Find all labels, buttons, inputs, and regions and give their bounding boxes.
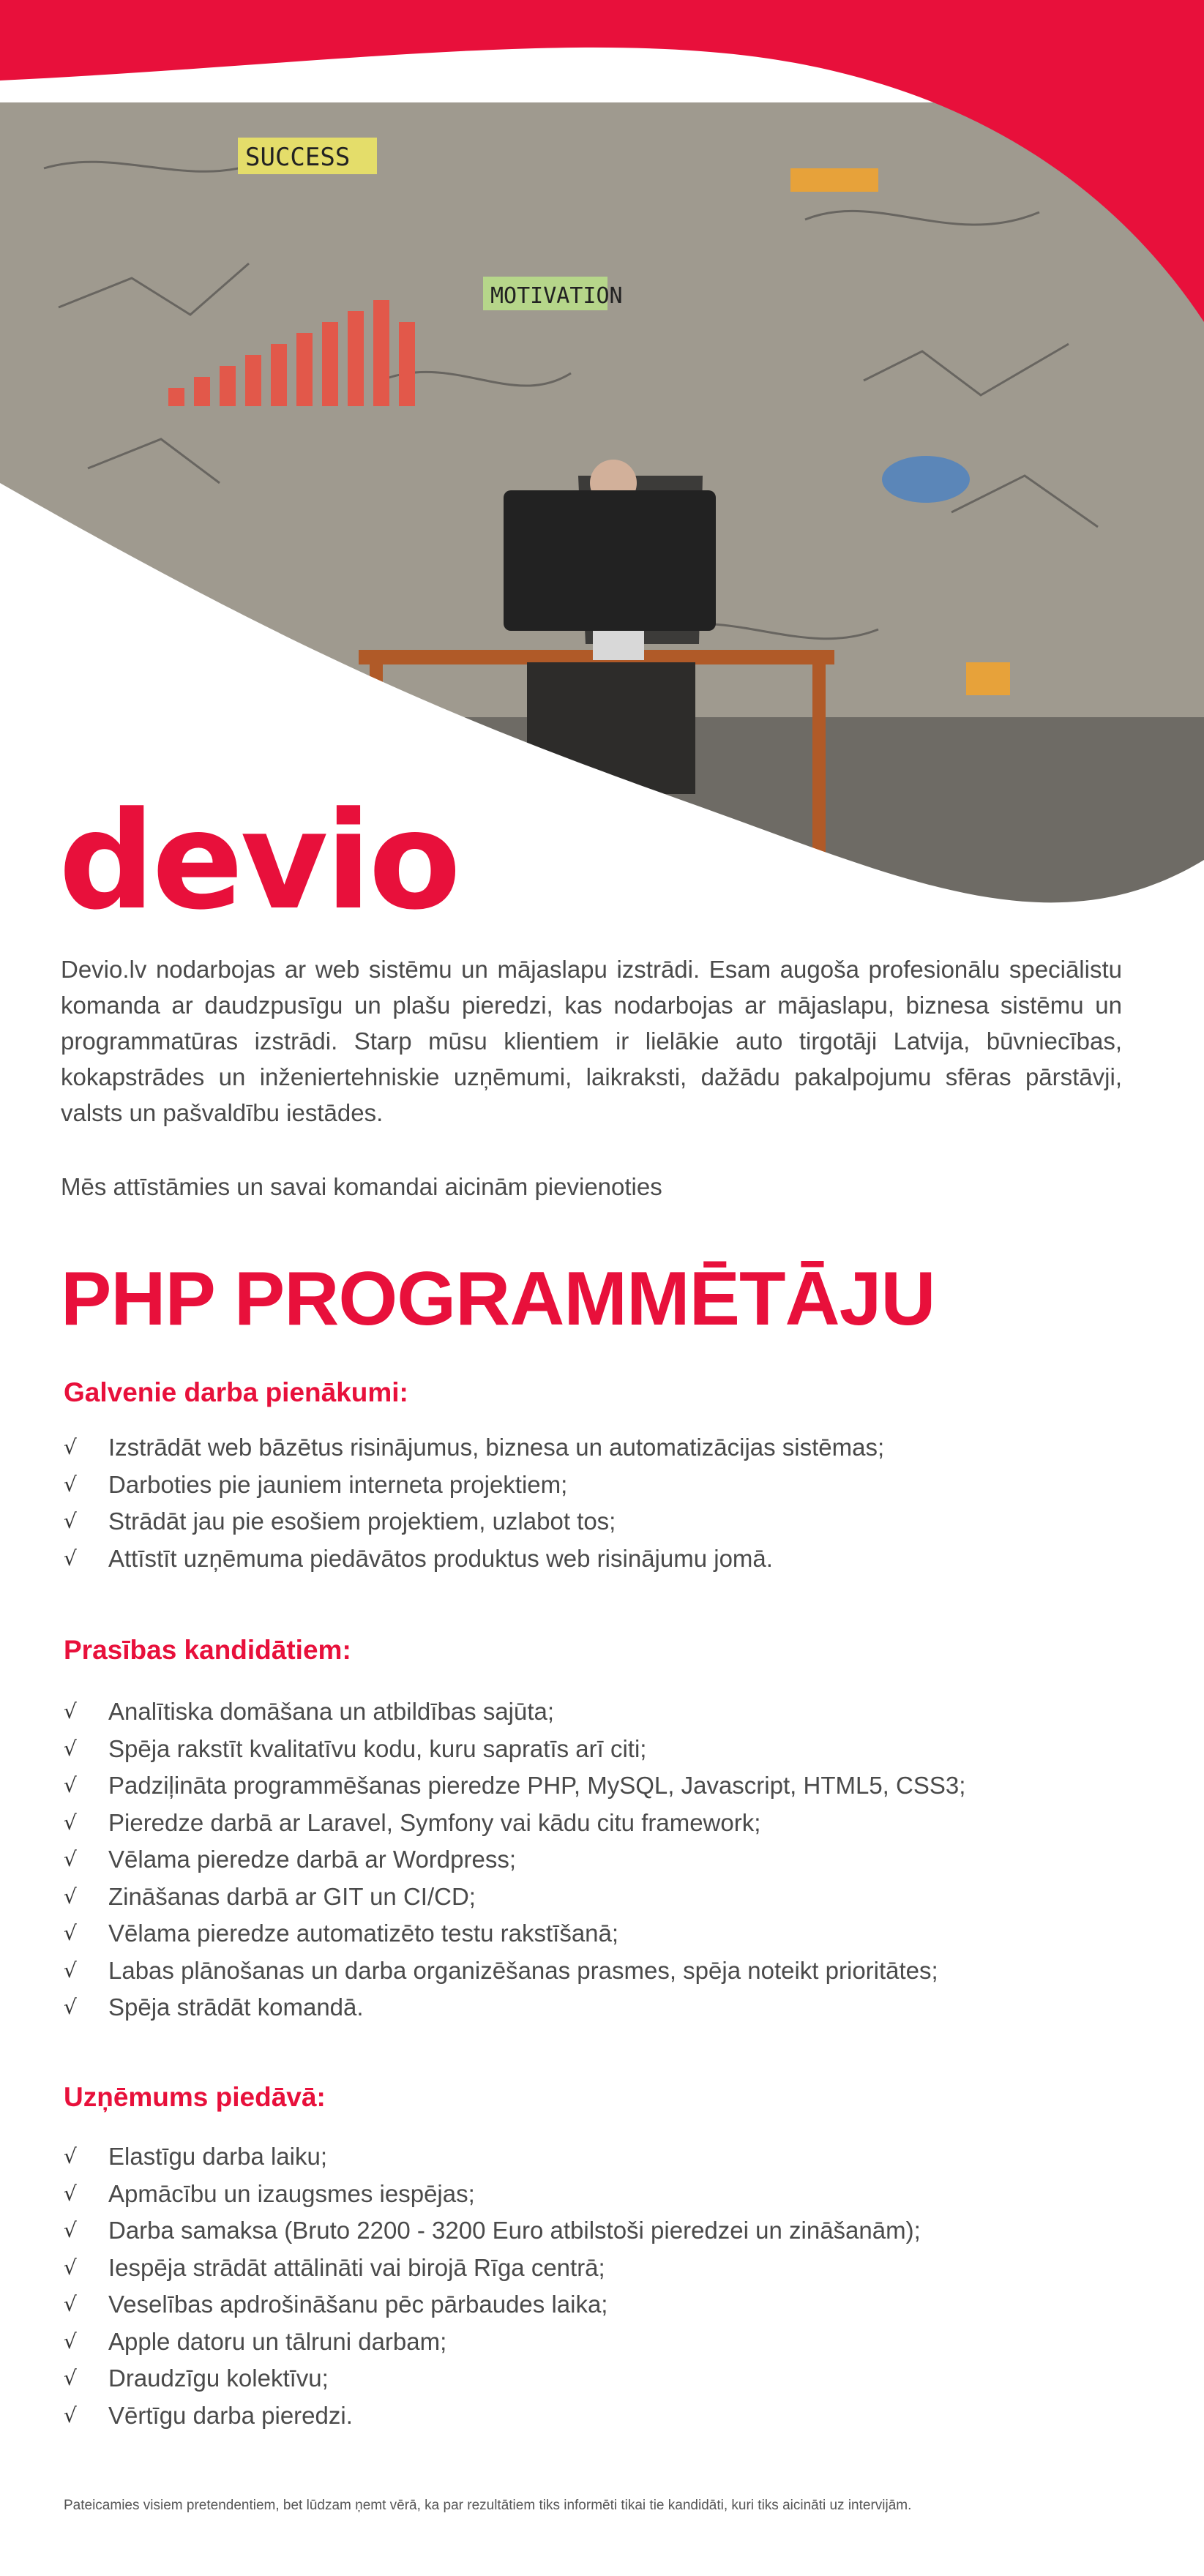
- list-item-text: Zināšanas darbā ar GIT un CI/CD;: [108, 1882, 476, 1910]
- list-item-text: Strādāt jau pie esošiem projektiem, uzlabot tos;: [108, 1508, 616, 1535]
- section-title-offer: Uzņēmums piedāvā:: [64, 2082, 326, 2112]
- list-item-text: Vēlama pieredze darbā ar Wordpress;: [108, 1846, 517, 1873]
- list-item-text: Analītiska domāšana un atbildības sajūta;: [108, 1698, 555, 1725]
- check-icon: √: [64, 1546, 77, 1570]
- check-icon: √: [64, 1995, 77, 2019]
- check-icon: √: [64, 2144, 77, 2168]
- list-item-text: Izstrādāt web bāzētus risinājumus, biznesa un automatizācijas sistēmas;: [108, 1434, 885, 1461]
- wall-word-motivation: MOTIVATION: [490, 283, 623, 309]
- check-icon: √: [64, 2403, 77, 2427]
- check-icon: √: [64, 2218, 77, 2242]
- list-item: [64, 1467, 884, 1504]
- list-item: [64, 2212, 921, 2250]
- devio-logo: devio: [59, 783, 458, 940]
- check-icon: √: [64, 2255, 77, 2280]
- section-title-requirements: Prasības kandidātiem:: [64, 1635, 351, 1665]
- check-icon: √: [64, 1847, 77, 1871]
- check-icon: √: [64, 1509, 77, 1533]
- list-item-text: Iespēja strādāt attālināti vai birojā Rīga centrā;: [108, 2253, 605, 2281]
- list-item: [64, 1767, 965, 1805]
- list-item: [64, 1879, 965, 1916]
- list-item-text: Draudzīgu kolektīvu;: [108, 2365, 329, 2392]
- list-item-text: Spēja rakstīt kvalitatīvu kodu, kuru sapratīs arī citi;: [108, 1734, 647, 1762]
- list-item: [64, 1915, 965, 1952]
- list-item: [64, 2176, 921, 2213]
- list-item-text: Apmācību un izaugsmes iespējas;: [108, 2179, 475, 2207]
- check-icon: √: [64, 1921, 77, 1945]
- check-icon: √: [64, 2329, 77, 2354]
- check-icon: √: [64, 1884, 77, 1909]
- list-item: [64, 1952, 965, 1990]
- list-item-text: Darboties pie jauniem interneta projektiem;: [108, 1470, 568, 1498]
- check-icon: √: [64, 2292, 77, 2316]
- list-item-text: Attīstīt uzņēmuma piedāvātos produktus web risinājumu jomā.: [108, 1544, 773, 1572]
- check-icon: √: [64, 1773, 77, 1797]
- check-icon: √: [64, 1435, 77, 1459]
- list-item: [64, 2286, 921, 2324]
- list-item: [64, 2360, 921, 2397]
- list-item-text: Padziļināta programmēšanas pieredze PHP, MySQL, Javascript, HTML5, CSS3;: [108, 1772, 966, 1799]
- offer-list: [64, 2138, 921, 2434]
- list-item: [64, 1841, 965, 1879]
- list-item-text: Veselības apdrošināšanu pēc pārbaudes laika;: [108, 2291, 608, 2318]
- check-icon: √: [64, 1699, 77, 1723]
- footer-note: Pateicamies visiem pretendentiem, bet lūdzam ņemt vērā, ka par rezultātiem tiks informēti tikai tie kandidāti, kuri tiks aicināti uz intervijām.: [64, 2498, 912, 2513]
- check-icon: √: [64, 1958, 77, 1982]
- intro-invite: Mēs attīstāmies un savai komandai aicinām pievienoties: [61, 1173, 662, 1200]
- list-item: [64, 1731, 965, 1768]
- list-item: [64, 1989, 965, 2026]
- list-item-text: Elastīgu darba laiku;: [108, 2143, 328, 2170]
- duties-list: [64, 1429, 884, 1577]
- list-item: [64, 2250, 921, 2287]
- check-icon: √: [64, 2181, 77, 2206]
- wall-word-success: SUCCESS: [245, 143, 351, 172]
- list-item: [64, 2324, 921, 2361]
- section-title-duties: Galvenie darba pienākumi:: [64, 1377, 408, 1407]
- list-item-text: Pieredze darbā ar Laravel, Symfony vai kādu citu framework;: [108, 1808, 761, 1836]
- list-item: [64, 1503, 884, 1540]
- job-title: PHP PROGRAMMĒTĀJU: [61, 1257, 935, 1341]
- list-item-text: Darba samaksa (Bruto 2200 - 3200 Euro atbilstoši pieredzei un zināšanām);: [108, 2217, 921, 2244]
- list-item-text: Vērtīgu darba pieredzi.: [108, 2401, 353, 2429]
- list-item-text: Spēja strādāt komandā.: [108, 1993, 364, 2021]
- list-item: [64, 1693, 965, 1731]
- list-item-text: Vēlama pieredze automatizēto testu rakstīšanā;: [108, 1920, 619, 1947]
- list-item-text: Labas plānošanas un darba organizēšanas prasmes, spēja noteikt prioritātes;: [108, 1956, 938, 1984]
- check-icon: √: [64, 1736, 77, 1761]
- list-item: [64, 2138, 921, 2176]
- intro-paragraph: Devio.lv nodarbojas ar web sistēmu un mājaslapu izstrādi. Esam augoša profesionālu speciālistu komanda ar daudzpusīgu un plašu pieredzi, kas nodarbojas ar mājaslapu, biznesa sistēmu un programmatūras izstrādi. Starp mūsu klientiem ir lielākie auto tirgotāji Latvija, būvniecības, kokapstrādes un inženiertehniskie uzņēmumi, laikraksti, dažādu pakalpojumu sfēras pārstāvji, valsts un pašvaldību iestādes.: [61, 956, 1122, 1126]
- list-item: [64, 1540, 884, 1578]
- list-item: [64, 1429, 884, 1467]
- list-item: [64, 1805, 965, 1842]
- check-icon: √: [64, 1810, 77, 1835]
- list-item: [64, 2397, 921, 2435]
- list-item-text: Apple datoru un tālruni darbam;: [108, 2327, 447, 2355]
- requirements-list: [64, 1693, 965, 2026]
- check-icon: √: [64, 1472, 77, 1497]
- check-icon: √: [64, 2366, 77, 2390]
